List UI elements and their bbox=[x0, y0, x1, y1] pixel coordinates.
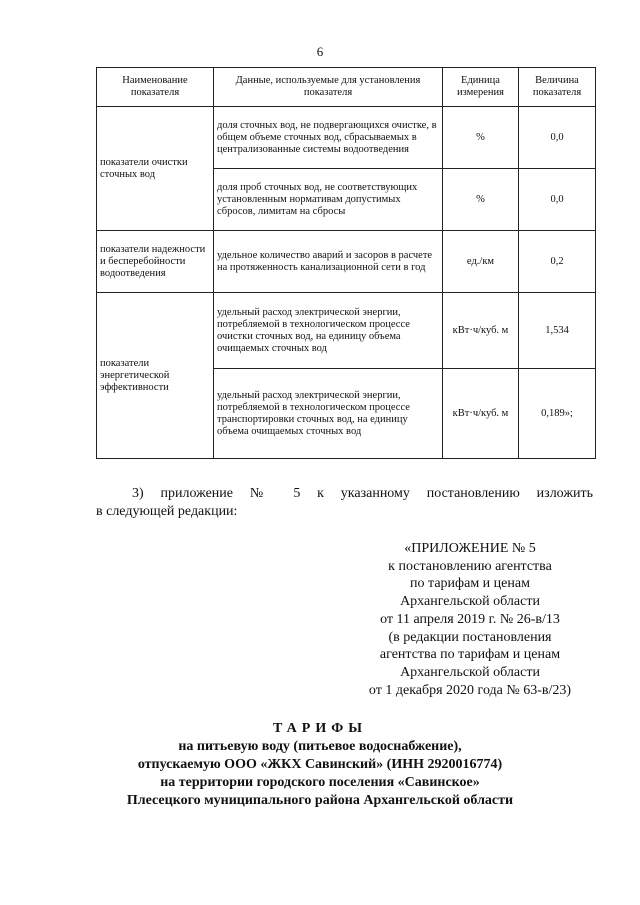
appendix-line: от 11 апреля 2019 г. № 26-в/13 bbox=[380, 611, 560, 627]
appendix-line: (в редакции постановления bbox=[388, 629, 552, 645]
tariffs-heading bbox=[0, 720, 640, 810]
tariffs-line: на территории городского поселения «Савинское» bbox=[160, 775, 480, 790]
row-value: 0,189»; bbox=[519, 369, 596, 459]
table-header-row bbox=[97, 68, 596, 107]
header-value: Величина показателя bbox=[519, 68, 596, 107]
row-unit: % bbox=[443, 169, 519, 231]
row-data: удельный расход электрической энергии, потребляемой в технологическом процессе транспортировки сточных вод, на единицу объема очищаемых сточных вод bbox=[214, 369, 443, 459]
row-data: доля проб сточных вод, не соответствующих установленным нормативам допустимых сбросов, лимитам на сбросы bbox=[214, 169, 443, 231]
tariffs-title: ТАРИФЫ bbox=[273, 721, 367, 736]
appendix-line: к постановлению агентства bbox=[388, 558, 552, 574]
indicators-table bbox=[96, 67, 596, 459]
tariffs-line: Плесецкого муниципального района Архангельской области bbox=[126, 793, 514, 808]
appendix-header bbox=[320, 540, 620, 699]
appendix-line: Архангельской области bbox=[400, 594, 540, 610]
table-row bbox=[97, 107, 596, 169]
row-value: 1,534 bbox=[519, 293, 596, 369]
header-unit: Единица измерения bbox=[443, 68, 519, 107]
amendment-paragraph bbox=[96, 485, 593, 521]
row-value: 0,0 bbox=[519, 169, 596, 231]
row-data: удельное количество аварий и засоров в расчете на протяженность канализационной сети в год bbox=[214, 231, 443, 293]
row-value: 0,0 bbox=[519, 107, 596, 169]
appendix-line: Архангельской области bbox=[400, 664, 540, 680]
group-cleaning: показатели очистки сточных вод bbox=[97, 107, 214, 231]
header-data-used: Данные, используемые для установления показателя bbox=[214, 68, 443, 107]
appendix-line: по тарифам и ценам bbox=[410, 576, 530, 592]
tariffs-line: отпускаемую ООО «ЖКХ Савинский» (ИНН 2920016774) bbox=[137, 757, 503, 772]
group-reliability: показатели надежности и бесперебойности водоотведения bbox=[97, 231, 214, 293]
appendix-line: агентства по тарифам и ценам bbox=[379, 647, 561, 663]
appendix-line: «ПРИЛОЖЕНИЕ № 5 bbox=[404, 541, 536, 556]
paragraph-line: 3) приложение № 5 к указанному постановлению изложить bbox=[132, 486, 593, 501]
page-number: 6 bbox=[316, 44, 324, 59]
row-unit: ед./км bbox=[443, 231, 519, 293]
tariffs-line: на питьевую воду (питьевое водоснабжение), bbox=[178, 739, 462, 754]
row-unit: кВт·ч/куб. м bbox=[443, 369, 519, 459]
header-indicator-name: Наименование показателя bbox=[97, 68, 214, 107]
row-unit: % bbox=[443, 107, 519, 169]
row-unit: кВт·ч/куб. м bbox=[443, 293, 519, 369]
appendix-line: от 1 декабря 2020 года № 63-в/23) bbox=[368, 682, 572, 698]
paragraph-line: в следующей редакции: bbox=[96, 504, 238, 519]
group-energy: показатели энергетической эффективности bbox=[97, 293, 214, 459]
row-value: 0,2 bbox=[519, 231, 596, 293]
table-row bbox=[97, 293, 596, 369]
row-data: доля сточных вод, не подвергающихся очистке, в общем объеме сточных вод, сбрасываемых в централизованные системы водоотведения bbox=[214, 107, 443, 169]
row-data: удельный расход электрической энергии, потребляемой в технологическом процессе очистки сточных вод, на единицу объема очищаемых сточных вод bbox=[214, 293, 443, 369]
table-row bbox=[97, 231, 596, 293]
